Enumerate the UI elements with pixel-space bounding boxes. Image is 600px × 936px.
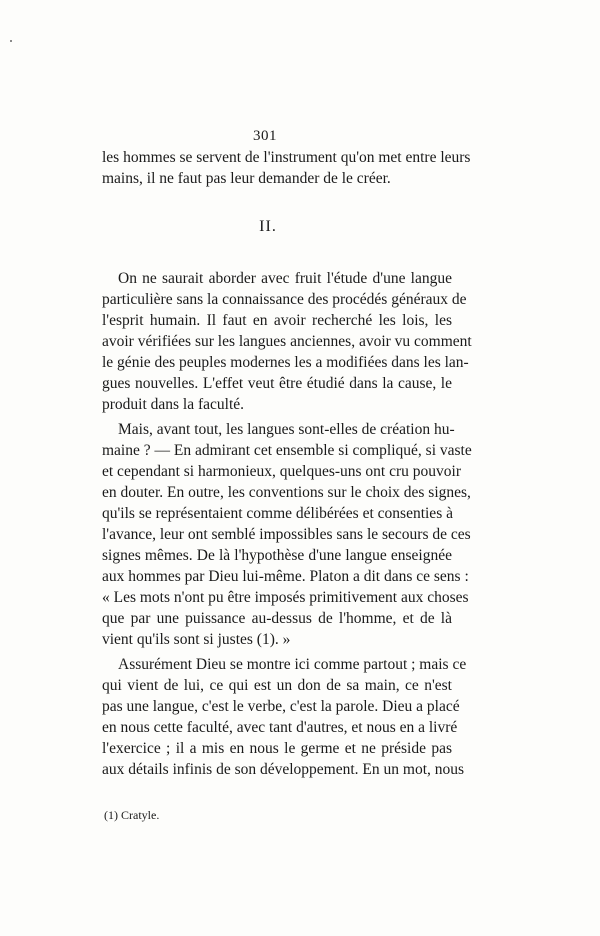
paragraph-line: l'esprit humain. Il faut en avoir recherché les lois, les [102,312,452,329]
paragraph-line: On ne saurait aborder avec fruit l'étude d'une langue [118,270,452,287]
paragraph-line: pas une langue, c'est le verbe, c'est la parole. Dieu a placé [102,698,460,715]
footnote: (1) Cratyle. [104,808,160,822]
paragraph-line: que par une puissance au-dessus de l'homme, et de là [102,610,452,627]
paragraph-line: Mais, avant tout, les langues sont-elles de création hu- [118,421,455,438]
paragraph-line: aux hommes par Dieu lui-même. Platon a dit dans ce sens : [102,568,469,585]
paragraph-line: particulière sans la connaissance des procédés généraux de [102,291,467,308]
paragraph-line: qui vient de lui, ce qui est un don de sa main, ce n'est [102,677,452,694]
paragraph-line: l'avance, leur ont semblé impossibles sans le secours de ces [102,526,471,543]
paragraph-line: l'exercice ; il a mis en nous le germe et ne préside pas [102,740,452,757]
intro-line: les hommes se servent de l'instrument qu'on met entre leurs [102,149,471,166]
paragraph-line: gues nouvelles. L'effet veut être étudié dans la cause, le [102,375,452,392]
paragraph-line: signes mêmes. De là l'hypothèse d'une langue enseignée [102,547,452,564]
paragraph-line: produit dans la faculté. [102,396,245,413]
page-number: 301 [253,128,277,144]
paragraph-line: en nous cette faculté, avec tant d'autres, et nous en a livré [102,719,458,736]
paragraph-line: aux détails infinis de son développement. En un mot, nous [102,761,465,778]
paragraph-line: et cependant si harmonieux, quelques-uns ont cru pouvoir [102,463,461,480]
intro-line: mains, il ne faut pas leur demander de le créer. [102,170,391,187]
paragraph-line: « Les mots n'ont pu être imposés primitivement aux choses [102,589,469,606]
paragraph-line: avoir vérifiées sur les langues anciennes, avoir vu comment [102,333,472,350]
scan-speck [10,40,12,42]
section-heading: II. [259,218,277,235]
paragraph-line: en douter. En outre, les conventions sur le choix des signes, [102,484,471,501]
paragraph-line: vient qu'ils sont si justes (1). » [102,631,291,648]
paragraph-line: maine ? — En admirant cet ensemble si compliqué, si vaste [102,442,472,459]
paragraph-line: qu'ils se représentaient comme délibérées et consenties à [102,505,453,522]
paragraph-line: Assurément Dieu se montre ici comme partout ; mais ce [118,656,467,673]
paragraph-line: le génie des peuples modernes les a modifiées dans les lan- [102,354,469,371]
